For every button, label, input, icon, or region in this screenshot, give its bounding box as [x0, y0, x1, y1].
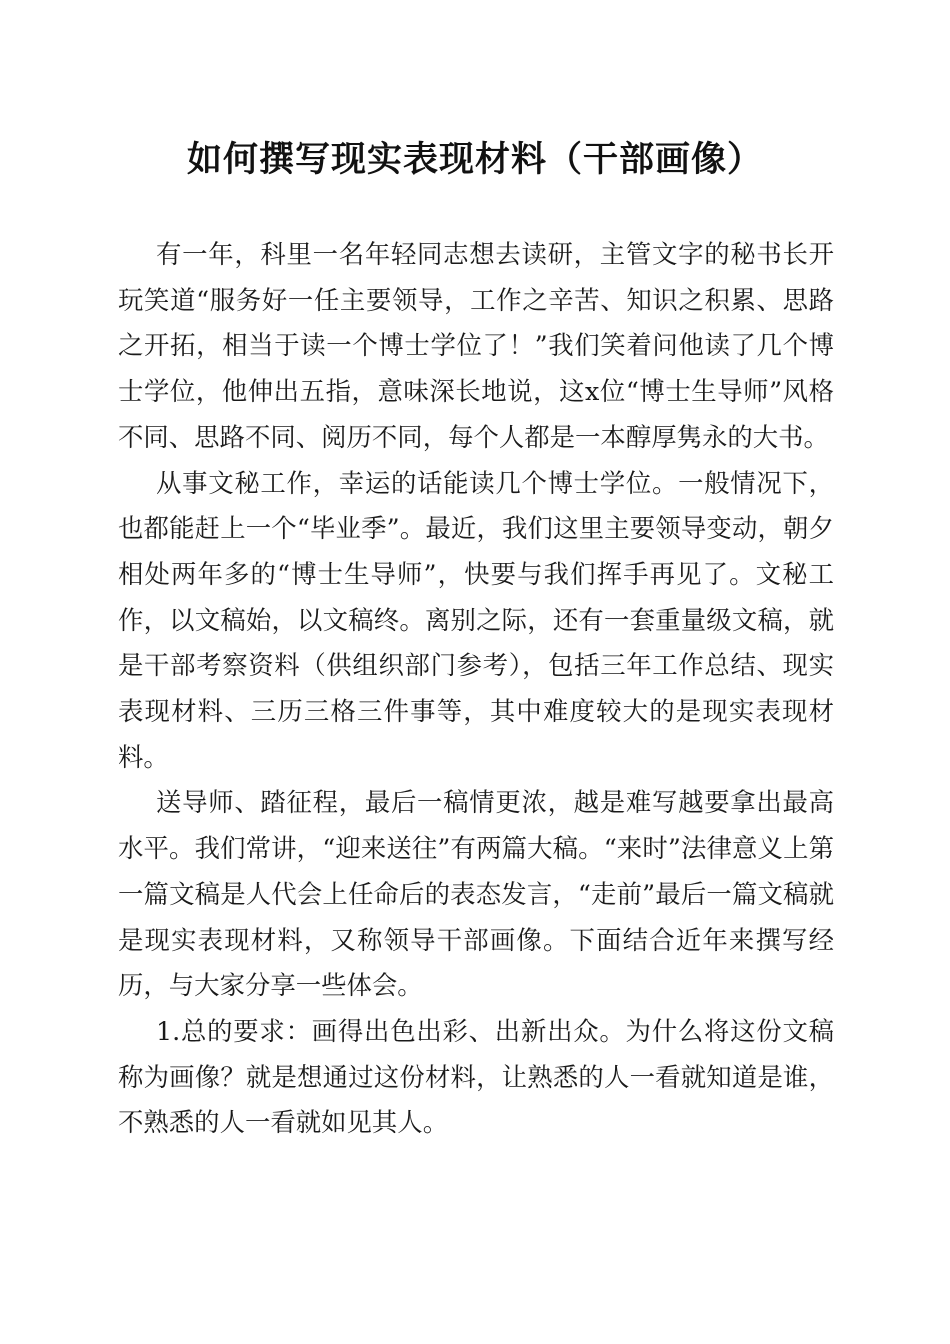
paragraph-1: 有一年，科里一名年轻同志想去读研，主管文字的秘书长开玩笑道“服务好一任主要领导，工作之辛苦、知识之积累、思路之开拓，相当于读一个博士学位了！”我们笑着问他读了几个博士学位，他伸出五指，意味深长地说，这x位“博士生导师”风格不同、思路不同、阅历不同，每个人都是一本醇厚隽永的大书。 [118, 239, 834, 452]
paragraph-4: 1.总的要求：画得出色出彩、出新出众。为什么将这份文稿称为画像？就是想通过这份材料，让熟悉的人一看就知道是谁，不熟悉的人一看就如见其人。 [118, 1015, 834, 1138]
document-title: 如何撰写现实表现材料（干部画像） [186, 139, 763, 180]
document-body [118, 232, 834, 1146]
paragraph-3: 送导师、踏征程，最后一稿情更浓，越是难写越要拿出最高水平。我们常讲，“迎来送往”有两篇大稿。“来时”法律意义上第一篇文稿是人代会上任命后的表态发言，“走前”最后一篇文稿就是现实表现材料，又称领导干部画像。下面结合近年来撰写经历，与大家分享一些体会。 [118, 787, 834, 1001]
paragraph-2: 从事文秘工作，幸运的话能读几个博士学位。一般情况下，也都能赶上一个“毕业季”。最近，我们这里主要领导变动，朝夕相处两年多的“博士生导师”，快要与我们挥手再见了。文秘工作，以文稿始，以文稿终。离别之际，还有一套重量级文稿，就是干部考察资料（供组织部门参考），包括三年工作总结、现实表现材料、三历三格三件事等，其中难度较大的是现实表现材料。 [118, 467, 834, 772]
